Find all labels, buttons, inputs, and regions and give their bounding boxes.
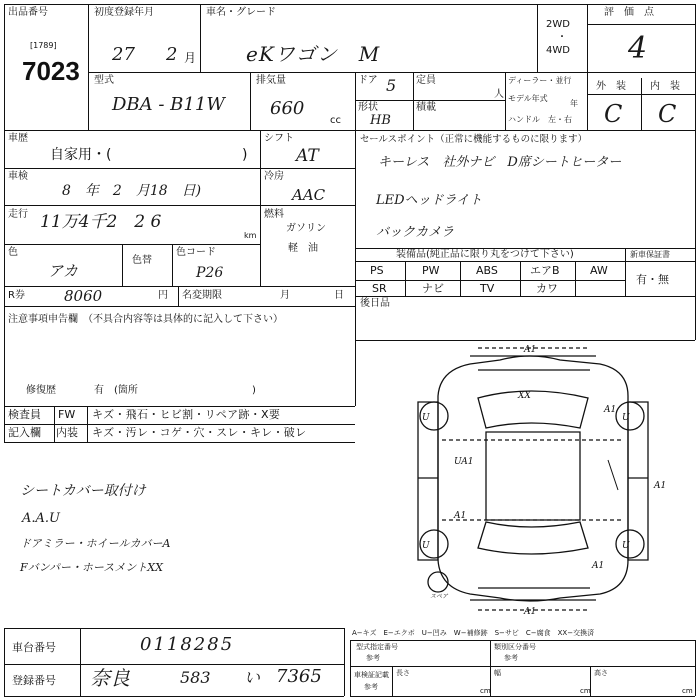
diagram-mark-left-door: UA1 (454, 457, 474, 467)
repair-history-close: ) (252, 385, 256, 396)
damage-legend: A−キズ E−エクボ U−凹み W−補修跡 S−サビ C−腐食 XX−交換済 (352, 629, 595, 637)
interior-insp-label: 内装 (56, 426, 78, 439)
sales-point-line-2: LEDヘッドライト (376, 193, 483, 208)
lot-label: 出品番号 (8, 7, 48, 18)
interior-insp-items: キズ・汚レ・コゲ・穴・スレ・キレ・破レ (92, 426, 307, 439)
equip-pw: PW (422, 264, 440, 277)
grade-label: 評 価 点 (604, 7, 654, 18)
note-line-2: A.A.U (22, 511, 60, 526)
mileage-label: 走行 (8, 209, 28, 220)
color-code-label: 色コード (176, 247, 216, 258)
diagram-mark-wheel-fr: U (622, 413, 630, 423)
fw-items: キズ・飛石・ヒビ割・リペア跡・X要 (92, 408, 281, 421)
drive-4wd: 4WD (546, 45, 570, 56)
history-label: 車歴 (8, 133, 28, 144)
class-number-label: 類別区分番号 (494, 643, 536, 651)
equipment-label: 装備品(純正品に限り丸をつけて下さい) (396, 249, 574, 260)
diagram-mark-right-door: A1 (654, 481, 667, 491)
recycle-value: 8060 (64, 287, 103, 305)
equip-leather: カワ (536, 282, 558, 295)
color-code-value: P26 (196, 265, 224, 281)
ac-value: AAC (292, 186, 326, 204)
fw-label: FW (58, 408, 76, 421)
interior-label: 内 装 (650, 81, 680, 92)
sales-point-line-1: キーレス 社外ナビ D席シートヒーター (378, 155, 622, 170)
model-year-unit: 年 (570, 99, 578, 108)
first-registration-month: 2 (166, 44, 178, 65)
handle-label: ハンドル 左・右 (508, 115, 572, 124)
model-label: 型式 (94, 75, 114, 86)
diagram-mark-right-front: A1 (604, 405, 617, 415)
lot-number: 7023 (22, 56, 80, 86)
chassis-value: 0118285 (140, 634, 235, 655)
inspector-label: 検査員 (8, 408, 41, 421)
door-label: ドア (358, 75, 378, 86)
first-registration-label: 初度登録年月 (94, 7, 154, 18)
length-label: 長さ (396, 669, 410, 677)
plate-label: 登録番号 (12, 674, 56, 687)
chassis-label: 車台番号 (12, 641, 56, 654)
first-registration-month-unit: 月 (184, 51, 197, 65)
after-items-label: 後日品 (360, 298, 390, 309)
model-value: DBA - B11W (112, 94, 225, 115)
width-label: 幅 (494, 669, 501, 677)
inspector-entry-label: 記入欄 (8, 426, 41, 439)
recycle-unit: 円 (158, 290, 168, 301)
note-line-1: シートカバー取付け (20, 483, 146, 499)
recolor-label: 色替 (132, 255, 152, 266)
plate-kana: い (244, 668, 261, 687)
shift-value: AT (296, 146, 319, 166)
car-name-label: 車名・グレード (206, 7, 276, 18)
shape-value: HB (370, 113, 391, 128)
drive-dot: ・ (557, 32, 567, 43)
mileage-unit: km (244, 231, 257, 240)
spec-ref: 参考 (364, 683, 378, 691)
dealer-label: ディーラー・並行 (508, 76, 572, 85)
inspection-value: 8 年 2 月18 日) (62, 183, 202, 199)
diagram-mark-right-rear: A1 (592, 561, 605, 571)
diagram-mark-front-bumper: A1 (524, 345, 537, 355)
first-registration-year: 27 (112, 44, 135, 65)
plate-number: 7365 (276, 666, 322, 687)
diagram-mark-left-rear: A1 (454, 511, 467, 521)
equip-ps: PS (370, 264, 384, 277)
recycle-label: R券 (8, 290, 25, 301)
class-number-ref: 参考 (504, 654, 518, 662)
equip-navi: ナビ (422, 282, 444, 295)
notes-label: 注意事項申告欄 （不具合内容等は具体的に記入して下さい） (8, 314, 283, 325)
note-line-3: ドアミラー・ホイールカバーA (20, 537, 171, 550)
drive-2wd: 2WD (546, 19, 570, 30)
equip-airbag: エアB (530, 264, 560, 277)
displacement-unit: cc (330, 115, 341, 126)
spare-label: スペア (430, 593, 449, 600)
name-change-label: 名変期限 (182, 290, 222, 301)
height-label: 高さ (594, 669, 608, 677)
color-label: 色 (8, 247, 18, 258)
name-change-month: 月 (280, 290, 290, 301)
repair-history-value: 有 (箇所 (94, 385, 138, 396)
displacement-label: 排気量 (256, 75, 286, 86)
equip-tv: TV (480, 282, 495, 295)
car-name-value: eKワゴン M (246, 42, 381, 66)
repair-history-label: 修復歴 (26, 385, 56, 396)
displacement-value: 660 (270, 98, 305, 119)
equip-sr: SR (372, 282, 387, 295)
exterior-grade: C (604, 100, 623, 128)
name-change-day: 日 (334, 290, 344, 301)
fuel-diesel: 軽 油 (288, 243, 318, 254)
fuel-label: 燃料 (264, 209, 284, 220)
length-unit: cm (480, 687, 491, 695)
load-label: 積載 (416, 102, 436, 113)
interior-grade: C (658, 100, 677, 128)
diagram-mark-wheel-fl: U (422, 413, 430, 423)
warranty-label: 新車保証書 (630, 250, 670, 259)
note-line-4: Fバンパー・ホースメントXX (20, 561, 163, 574)
width-unit: cm (580, 687, 591, 695)
grade-value: 4 (628, 31, 648, 66)
shape-label: 形状 (358, 102, 378, 113)
history-value: 自家用・( (50, 147, 112, 163)
equip-abs: ABS (476, 264, 498, 277)
diagram-mark-wheel-rr: U (622, 541, 630, 551)
height-unit: cm (682, 687, 693, 695)
sales-point-line-3: バックカメラ (376, 225, 455, 240)
model-designation-ref: 参考 (366, 654, 380, 662)
diagram-mark-wheel-rl: U (422, 541, 430, 551)
capacity-unit: 人 (494, 89, 504, 100)
door-value: 5 (386, 76, 397, 95)
history-close: ) (242, 147, 248, 163)
capacity-label: 定員 (416, 75, 436, 86)
color-value: アカ (48, 262, 78, 280)
diagram-mark-hood: XX (518, 391, 531, 401)
warranty-value: 有・無 (636, 273, 669, 286)
shift-label: シフト (264, 133, 294, 144)
exterior-label: 外 装 (596, 81, 626, 92)
model-year-label: モデル年式 (508, 94, 548, 103)
diagram-mark-rear-bumper: A1 (524, 607, 537, 617)
fuel-gasoline: ガソリン (286, 223, 326, 234)
lot-small-code: [1789] (30, 41, 57, 50)
inspection-label: 車検 (8, 171, 28, 182)
spec-label: 車検証記載 (354, 671, 389, 679)
plate-region: 奈良 (90, 666, 130, 690)
sales-point-label: セールスポイント（正常に機能するものに限ります） (360, 134, 588, 145)
model-designation-label: 型式指定番号 (356, 643, 398, 651)
mileage-value: 11万4千2 2 6 (40, 212, 162, 232)
plate-class: 583 (180, 668, 211, 687)
ac-label: 冷房 (264, 171, 284, 182)
equip-aw: AW (590, 264, 608, 277)
